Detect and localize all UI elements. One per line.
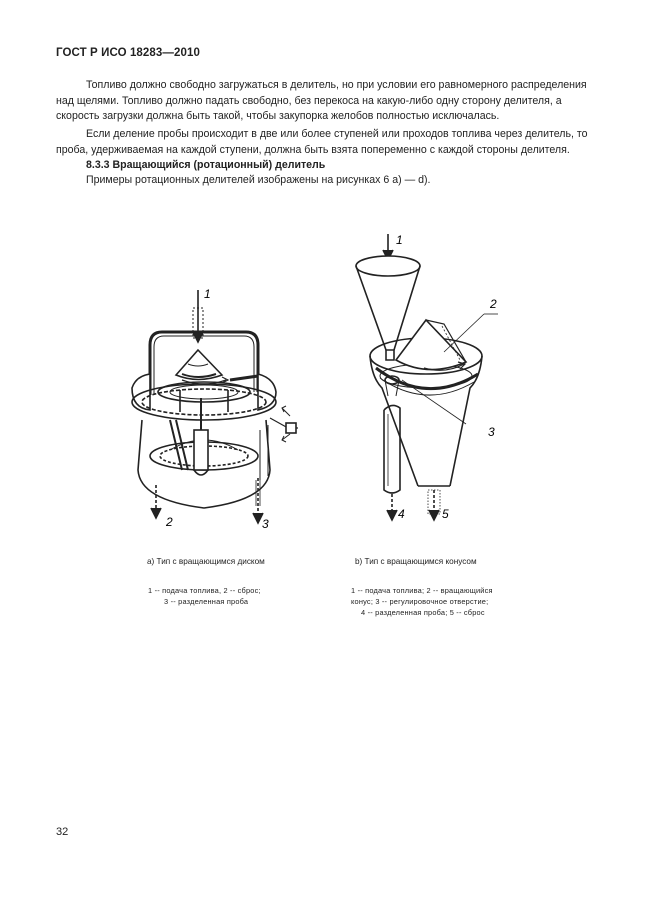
paragraph-line: скорость загрузки должна быть такой, чтобы закупорка желобов полностью исключалась.	[56, 110, 500, 122]
paragraph-line: проба, удерживаемая на каждой ступени, должна быть взята попеременно с каждой стороны делителя.	[56, 143, 570, 156]
figure-b-legend	[351, 585, 493, 618]
figure-b-caption: b) Тип с вращающимся конусом	[355, 557, 477, 566]
paragraph-multi-stage	[56, 127, 592, 158]
figure-rotating-cone-divider	[340, 228, 530, 528]
figure-a-caption: а) Тип с вращающимся диском	[147, 557, 265, 566]
paragraph-line: Если деление пробы происходит в две или более ступеней или проходов топлива через делитель, то	[86, 128, 588, 140]
legend-line: 3 -- разделенная проба	[164, 597, 249, 606]
legend-line: 1 -- подача топлива; 2 -- вращающийся	[351, 586, 493, 595]
figure-b-label-3: 3	[488, 425, 495, 439]
figure-a-legend	[148, 585, 261, 607]
figure-b-label-1: 1	[396, 233, 403, 247]
figure-a-label-3: 3	[262, 517, 269, 530]
figure-b-label-2: 2	[490, 297, 497, 311]
page-number: 32	[56, 826, 69, 838]
legend-line: конус; 3 -- регулировочное отверстие;	[351, 597, 489, 606]
figure-a-label-1: 1	[204, 287, 211, 301]
figure-rotating-disc-divider	[110, 280, 320, 530]
legend-line: 1 -- подача топлива, 2 -- сброс;	[148, 586, 261, 595]
paragraph-line: Топливо должно свободно загружаться в делитель, но при условии его равномерного распределения	[86, 79, 587, 91]
paragraph-examples: Примеры ротационных делителей изображены на рисунках 6 a) — d).	[86, 174, 431, 186]
figure-b-label-4: 4	[398, 507, 405, 521]
figure-b-label-5: 5	[442, 507, 449, 521]
paragraph-fuel-loading	[56, 78, 592, 125]
section-heading: 8.3.3 Вращающийся (ротационный) делитель	[86, 159, 326, 171]
figure-a-label-2: 2	[166, 515, 173, 529]
document-header: ГОСТ Р ИСО 18283—2010	[56, 47, 201, 59]
legend-line: 4 -- разделенная проба; 5 -- сброс	[361, 608, 485, 617]
paragraph-line: над щелями. Топливо должно падать свободно, без перекоса на какую-либо одну сторону делителя, а	[56, 94, 562, 107]
